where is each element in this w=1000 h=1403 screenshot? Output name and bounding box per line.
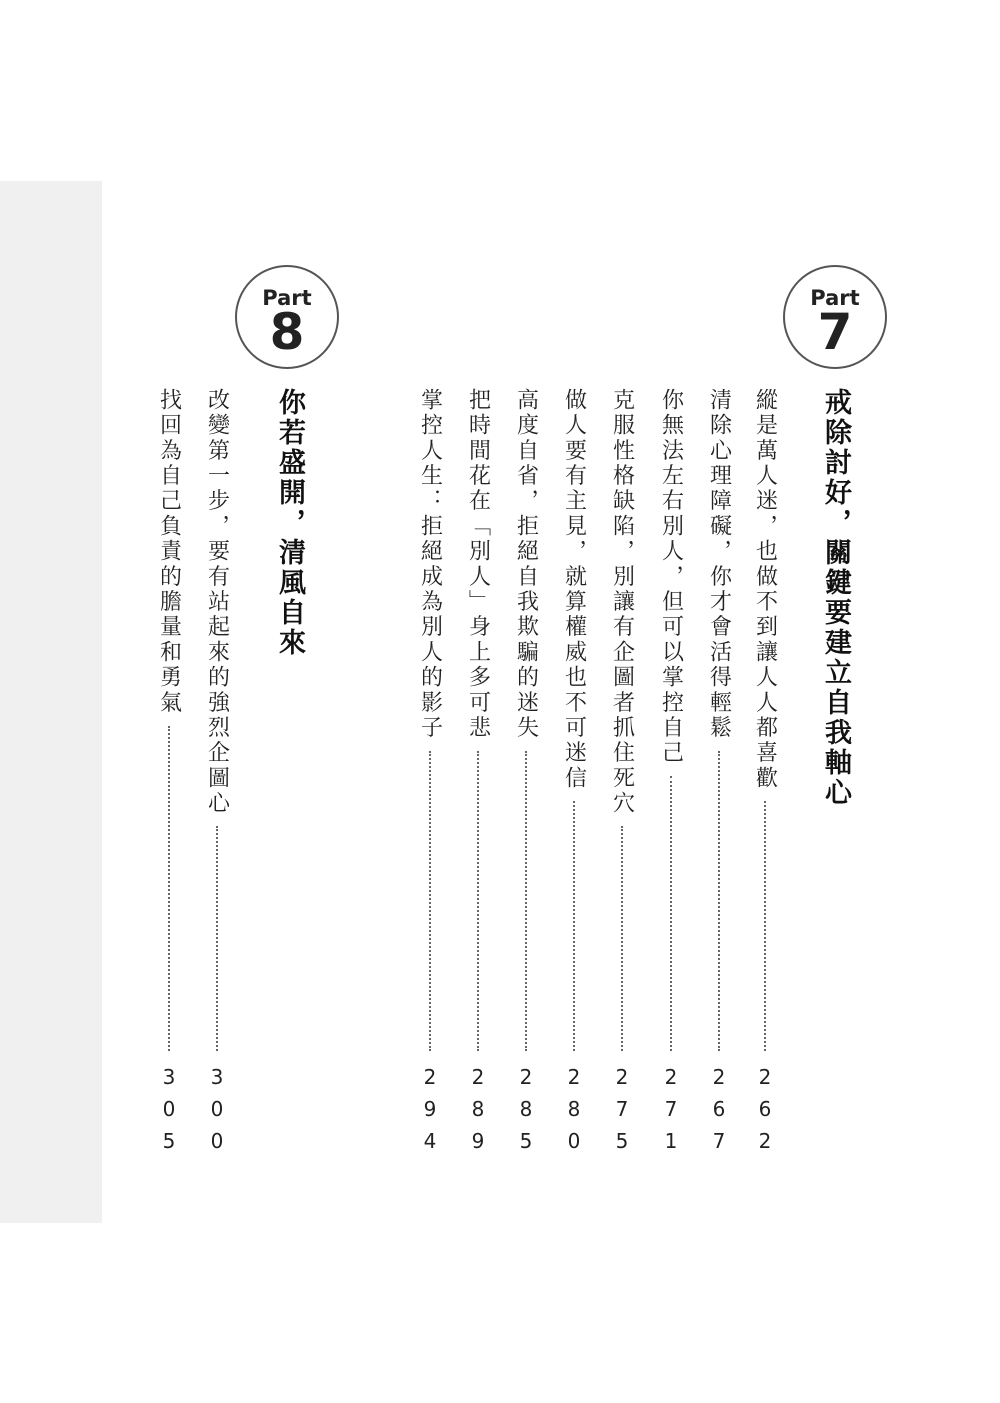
part-7-badge xyxy=(783,265,887,369)
toc-entry-title: 克服性格缺陷，別讓有企圖者抓住死穴 xyxy=(609,388,635,817)
book-spine-margin xyxy=(0,181,102,1223)
toc-entry[interactable] xyxy=(560,388,588,1161)
toc-entry[interactable] xyxy=(203,388,231,1161)
toc-entry-page: 271 xyxy=(659,1065,683,1161)
toc-entry[interactable] xyxy=(464,388,492,1161)
part-label: Part xyxy=(810,286,860,310)
toc-entry[interactable] xyxy=(416,388,444,1161)
dot-leader xyxy=(216,826,218,1051)
toc-entry-title: 清除心理障礙，你才會活得輕鬆 xyxy=(706,388,732,741)
toc-entry-title: 找回為自己負責的膽量和勇氣 xyxy=(156,388,182,716)
part-8-badge xyxy=(235,265,339,369)
dot-leader xyxy=(764,801,766,1051)
toc-entry[interactable] xyxy=(608,388,636,1161)
dot-leader xyxy=(168,726,170,1051)
part-number: 8 xyxy=(269,303,305,361)
dot-leader xyxy=(477,751,479,1051)
toc-entry-page: 275 xyxy=(610,1065,634,1161)
toc-entry-title: 高度自省，拒絕自我欺騙的迷失 xyxy=(513,388,539,741)
toc-entry-page: 285 xyxy=(514,1065,538,1161)
toc-entry-title: 改變第一步，要有站起來的強烈企圖心 xyxy=(204,388,230,817)
toc-entry[interactable] xyxy=(657,388,685,1161)
toc-entry-page: 262 xyxy=(753,1065,777,1161)
part-number: 7 xyxy=(817,303,853,361)
dot-leader xyxy=(525,751,527,1051)
toc-entry[interactable] xyxy=(512,388,540,1161)
part-7-heading: 戒除討好，關鍵要建立自我軸心 xyxy=(820,388,851,808)
part-label: Part xyxy=(262,286,312,310)
dot-leader xyxy=(621,826,623,1051)
toc-entry-title: 你無法左右別人，但可以掌控自己 xyxy=(658,388,684,766)
toc-entry-title: 掌控人生：拒絕成為別人的影子 xyxy=(417,388,443,741)
toc-entry-title: 縱是萬人迷，也做不到讓人人都喜歡 xyxy=(752,388,778,792)
toc-entry-page: 267 xyxy=(707,1065,731,1161)
part-8-heading: 你若盛開，清風自來 xyxy=(274,388,305,658)
toc-entry-page: 300 xyxy=(205,1065,229,1161)
dot-leader xyxy=(429,751,431,1051)
toc-entry[interactable] xyxy=(155,388,183,1161)
toc-entry-title: 做人要有主見，就算權威也不可迷信 xyxy=(561,388,587,792)
toc-entry-page: 305 xyxy=(157,1065,181,1161)
dot-leader xyxy=(670,776,672,1051)
toc-entry[interactable] xyxy=(751,388,779,1161)
toc-entry-page: 294 xyxy=(418,1065,442,1161)
toc-entry-page: 280 xyxy=(562,1065,586,1161)
dot-leader xyxy=(718,751,720,1051)
toc-entry[interactable] xyxy=(705,388,733,1161)
toc-entry-title: 把時間花在「別人」身上多可悲 xyxy=(465,388,491,741)
toc-entry-page: 289 xyxy=(466,1065,490,1161)
dot-leader xyxy=(573,801,575,1051)
